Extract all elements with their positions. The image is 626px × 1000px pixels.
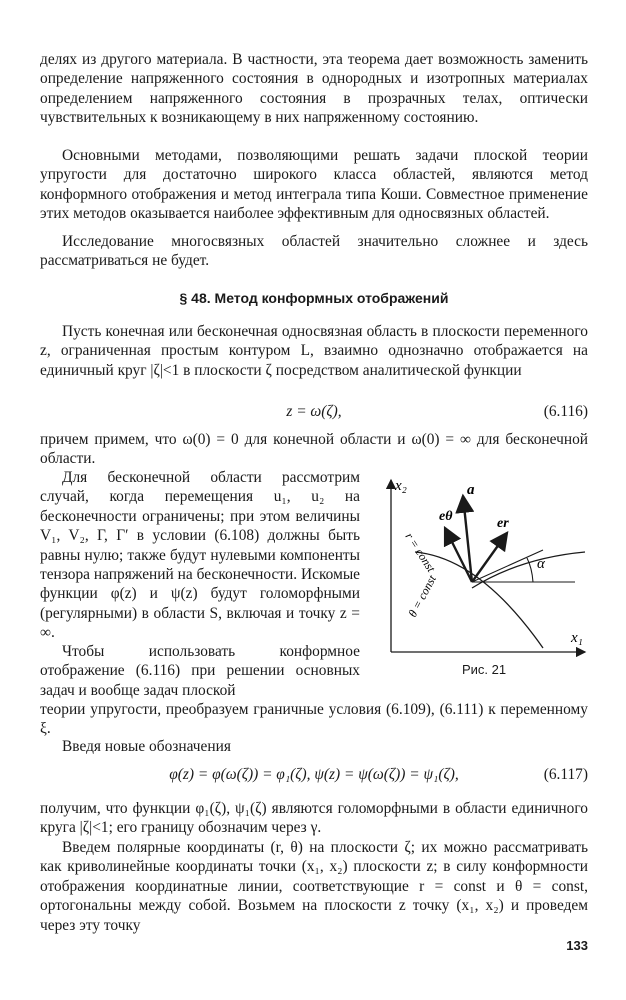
paragraph-4: Пусть конечная или бесконечная односвязная область в плоскости переменного z, ограниченная простым контуром L, взаимно однозначно отображается на единичный круг |ζ|<1 в плоскости ζ посредством аналитической функции [40,323,588,379]
paragraph-7a: Чтобы использовать конформное отображение (6.116) при решении основных задач и вообще задач плоской [40,643,360,699]
page-number: 133 [566,938,588,953]
paragraph-5: причем примем, что ω(0) = 0 для конечной области и ω(0) = ∞ для бесконечной области. [40,431,588,468]
figure-21-diagram [375,470,593,680]
label-e-r: er [497,516,509,531]
label-a: a [467,482,475,498]
equation-number: (6.116) [543,403,588,420]
equation-number: (6.117) [543,766,588,783]
paragraph-1: делях из другого материала. В частности, эта теорема дает возможность заменить определение напряженного состояния в однородных и изотропных материалах определением напряженного состояния в прозрачных телах, оптически чувствительных к возникающему в них напряженному состоянию. [40,51,588,127]
label-alpha: α [537,556,545,572]
paragraph-10: Введем полярные координаты (r, θ) на плоскости ζ; их можно рассматривать как криволинейные координаты точки (x₁, x₂) плоскости z; в силу конформности отображения координатные линии, соответствующие r = const и θ = const, ортогональны между собой. Возьмем на плоскости z точку (x₁, x₂) и проведем через эту точку [40,839,588,934]
label-theta-const: θ = const [405,572,439,620]
equation-formula: φ(z) = φ(ω(ζ)) = φ₁(ζ), ψ(z) = ψ(ω(ζ)) = ψ₁(ζ), [169,766,459,783]
paragraph-3: Исследование многосвязных областей значительно сложнее и здесь рассматриваться не будет. [40,233,588,270]
label-x1: x₁ [571,630,583,646]
label-x2: x₂ [395,478,407,494]
paragraph-8: Введя новые обозначения [62,738,231,755]
equation-6-117 [40,766,588,786]
label-e-theta: eθ [439,509,453,524]
section-heading: § 48. Метод конформных отображений [179,290,449,306]
paragraph-6: Для бесконечной области рассмотрим случай, когда перемещения u₁, u₂ на бесконечности ограничены; при этом величины V₁, V₂, Γ, Γ′ в условии (6.108) должны быть равны нулю; также будут нулевыми компоненты тензора напряжений на бесконечности. Искомые функции φ(z) и ψ(z) будут голоморфными (регулярными) в области S, включая и точку z = ∞. [40,469,360,642]
paragraph-7b: теории упругости, преобразуем граничные условия (6.109), (6.111) к переменному ξ. [40,701,588,738]
paragraph-9: получим, что функции φ₁(ζ), ψ₁(ζ) являются голоморфными в области единичного круга |ζ|<1; его границу обозначим через γ. [40,800,588,837]
equation-formula: z = ω(ζ), [286,403,342,420]
label-r-const: r = const [402,530,439,575]
equation-6-116 [40,403,588,423]
figure-caption: Рис. 21 [461,662,507,677]
paragraph-2: Основными методами, позволяющими решать задачи плоской теории упругости для достаточно широкого класса областей, являются метод конформного отображения и метод интеграла типа Коши. Совместное применение этих методов оказывается наиболее эффективным для односвязных областей. [40,147,588,223]
